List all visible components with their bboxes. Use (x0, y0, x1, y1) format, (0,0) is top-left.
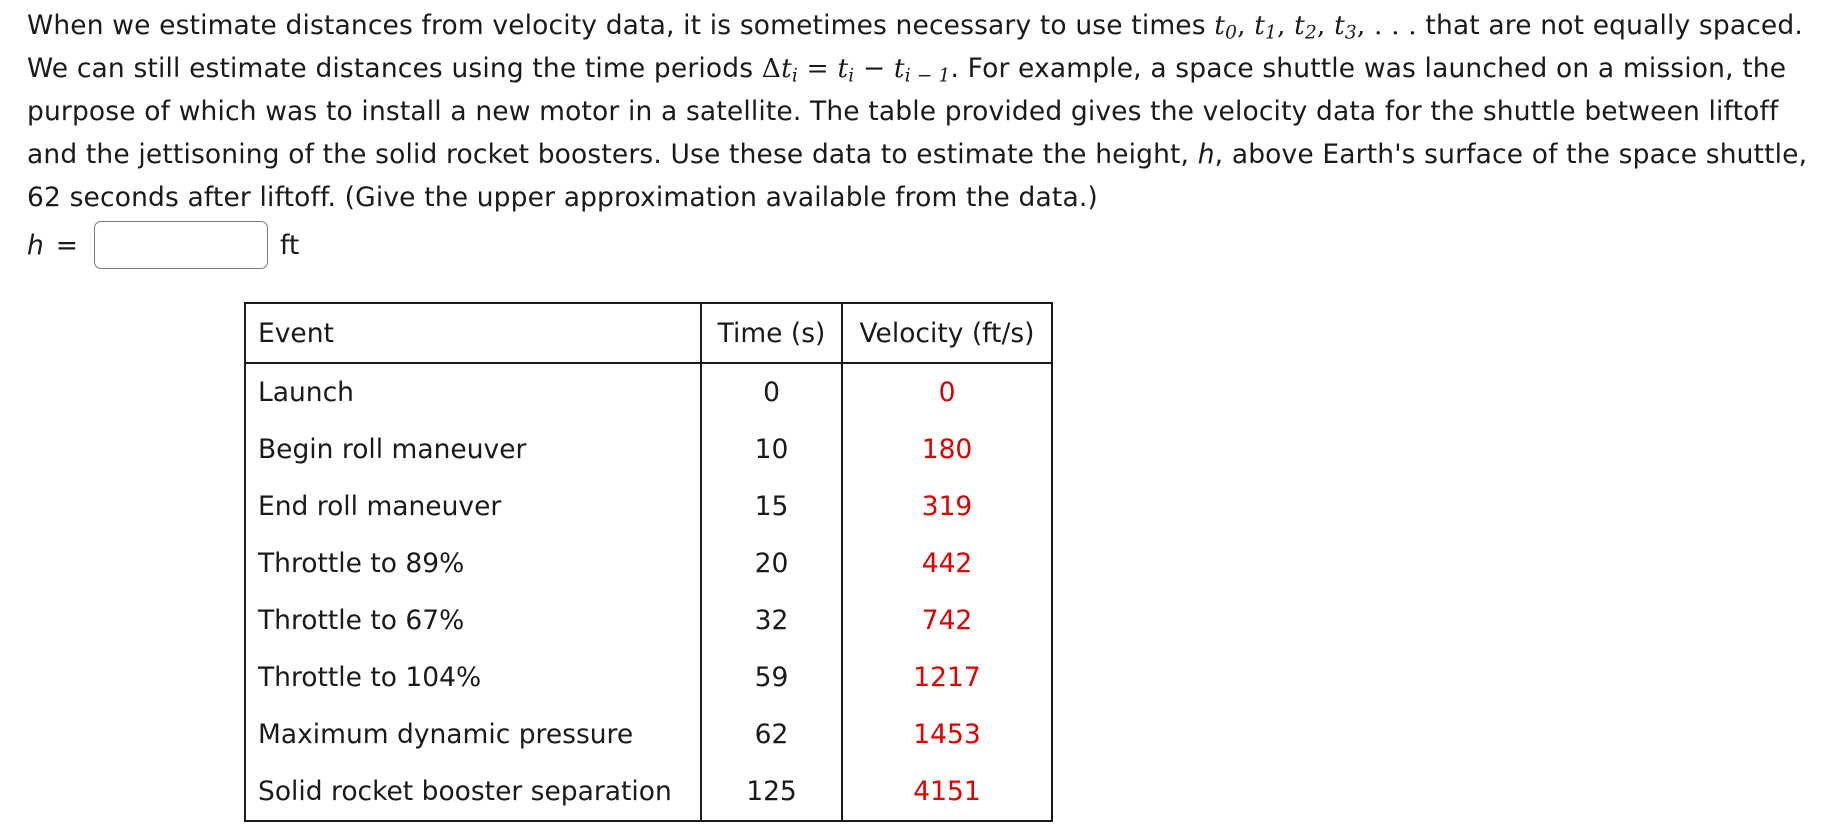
header-time: Time (s) (701, 303, 842, 363)
answer-row (27, 220, 299, 270)
height-answer-input[interactable] (94, 221, 268, 269)
problem-text-example: . For example, a space shuttle was launched on a mission, the purpose of which was to install a new motor in a satellite. The table provided gives the velocity data for the shuttle between liftoff and the jettisoning of the solid rocket boosters. Use these data to estimate the height, (27, 53, 1787, 170)
answer-equals: = (55, 229, 79, 261)
event-cell: Maximum dynamic pressure (245, 706, 701, 763)
time-cell: 59 (701, 649, 842, 706)
table-row (245, 592, 1052, 649)
event-cell: End roll maneuver (245, 478, 701, 535)
problem-text-question: , above Earth's surface of the space shuttle, 62 seconds after liftoff. (Give the upper approximation available from the data.) (27, 139, 1808, 213)
time-cell: 20 (701, 535, 842, 592)
problem-text-intro: When we estimate distances from velocity data, it is sometimes necessary to use times (27, 10, 1215, 41)
problem-text-spaced: that are not equally spaced. We can still estimate distances using the time periods (27, 10, 1803, 84)
event-cell: Launch (245, 363, 701, 421)
event-cell: Throttle to 104% (245, 649, 701, 706)
header-event: Event (245, 303, 701, 363)
header-velocity: Velocity (ft/s) (842, 303, 1052, 363)
height-variable: h (1197, 139, 1215, 170)
time-cell: 10 (701, 421, 842, 478)
problem-paragraph (27, 4, 1817, 219)
event-cell: Throttle to 67% (245, 592, 701, 649)
table-row (245, 535, 1052, 592)
problem-statement (27, 4, 1817, 219)
table-row (245, 421, 1052, 478)
table-row (245, 363, 1052, 421)
velocity-cell: 319 (842, 478, 1052, 535)
velocity-cell: 1217 (842, 649, 1052, 706)
velocity-cell: 4151 (842, 763, 1052, 821)
table-header-row (245, 303, 1052, 363)
time-cell: 32 (701, 592, 842, 649)
velocity-cell: 442 (842, 535, 1052, 592)
table-row (245, 706, 1052, 763)
time-sequence-math: $t_0$, $t_1$, $t_2$, $t_3$, . . . (1214, 10, 1417, 44)
answer-unit: ft (280, 229, 300, 261)
time-cell: 125 (701, 763, 842, 821)
event-cell: Throttle to 89% (245, 535, 701, 592)
event-cell: Begin roll maneuver (245, 421, 701, 478)
velocity-cell: 742 (842, 592, 1052, 649)
velocity-data-table (244, 302, 1053, 822)
time-cell: 62 (701, 706, 842, 763)
table-row (245, 649, 1052, 706)
answer-variable: h (27, 229, 44, 261)
table-row (245, 478, 1052, 535)
event-cell: Solid rocket booster separation (245, 763, 701, 821)
time-cell: 15 (701, 478, 842, 535)
velocity-cell: 180 (842, 421, 1052, 478)
velocity-cell: 1453 (842, 706, 1052, 763)
table-row (245, 763, 1052, 821)
delta-t-formula: $\Delta t_i = t_i - t_{i - 1}$ (761, 53, 951, 87)
time-cell: 0 (701, 363, 842, 421)
velocity-cell: 0 (842, 363, 1052, 421)
